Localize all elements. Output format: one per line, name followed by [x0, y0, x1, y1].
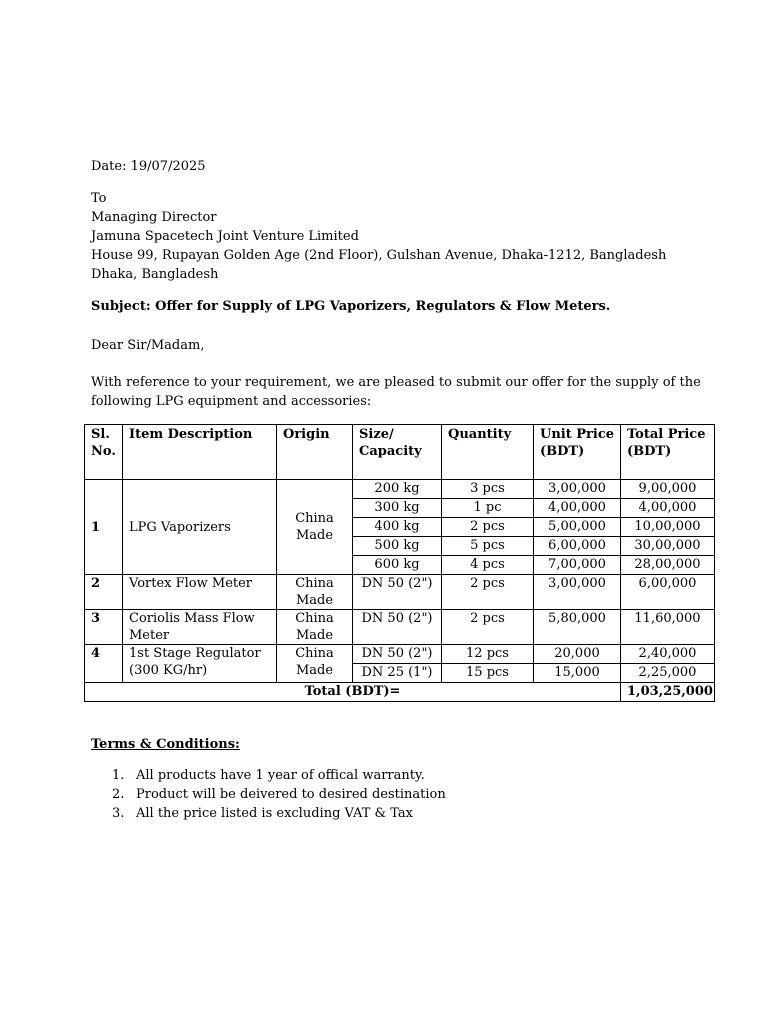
- cell-total-price: 2,40,000: [621, 645, 715, 664]
- terms-list: [91, 766, 446, 823]
- table-total-row: [85, 683, 715, 702]
- cell-item: Vortex Flow Meter: [123, 575, 277, 610]
- cell-size: DN 50 (2"): [353, 575, 442, 610]
- list-item-text: All products have 1 year of offical warranty.: [136, 768, 425, 783]
- list-item: [112, 785, 446, 804]
- cell-sl: 4: [85, 645, 123, 683]
- list-item: [112, 804, 446, 823]
- table-header-row: [85, 425, 715, 480]
- cell-unit-price: 7,00,000: [534, 556, 621, 575]
- table-row: [85, 610, 715, 645]
- subject-line: Subject: Offer for Supply of LPG Vaporizers, Regulators & Flow Meters.: [91, 299, 611, 314]
- cell-total-price: 6,00,000: [621, 575, 715, 610]
- cell-sl: 3: [85, 610, 123, 645]
- intro-line-2: following LPG equipment and accessories:: [91, 394, 372, 409]
- cell-quantity: 2 pcs: [442, 518, 534, 537]
- list-item-number: 1.: [112, 768, 125, 783]
- cell-total-price: 28,00,000: [621, 556, 715, 575]
- cell-size: DN 50 (2"): [353, 645, 442, 664]
- cell-item: 1st Stage Regulator (300 KG/hr): [123, 645, 277, 683]
- cell-quantity: 5 pcs: [442, 537, 534, 556]
- cell-size: 200 kg: [353, 480, 442, 499]
- cell-quantity: 1 pc: [442, 499, 534, 518]
- cell-size: 300 kg: [353, 499, 442, 518]
- header-origin: Origin: [277, 425, 353, 480]
- recipient-city: Dhaka, Bangladesh: [91, 267, 219, 282]
- cell-size: 600 kg: [353, 556, 442, 575]
- cell-origin: China Made: [277, 575, 353, 610]
- cell-unit-price: 5,00,000: [534, 518, 621, 537]
- salutation: Dear Sir/Madam,: [91, 338, 205, 353]
- list-item: [112, 766, 446, 785]
- recipient-title: Managing Director: [91, 210, 217, 225]
- cell-origin: China Made: [277, 480, 353, 575]
- list-item-text: All the price listed is excluding VAT & Tax: [136, 806, 413, 821]
- cell-unit-price: 15,000: [534, 664, 621, 683]
- cell-unit-price: 4,00,000: [534, 499, 621, 518]
- cell-quantity: 15 pcs: [442, 664, 534, 683]
- header-size: Size/ Capacity: [353, 425, 442, 480]
- table-row: [85, 480, 715, 499]
- price-table: [84, 424, 715, 702]
- cell-size: 400 kg: [353, 518, 442, 537]
- cell-unit-price: 5,80,000: [534, 610, 621, 645]
- cell-unit-price: 20,000: [534, 645, 621, 664]
- cell-unit-price: 3,00,000: [534, 575, 621, 610]
- cell-total-price: 4,00,000: [621, 499, 715, 518]
- total-value: 1,03,25,000: [621, 683, 715, 702]
- intro-line-1: With reference to your requirement, we are pleased to submit our offer for the supply of the: [91, 375, 701, 390]
- cell-origin: China Made: [277, 610, 353, 645]
- recipient-address: House 99, Rupayan Golden Age (2nd Floor), Gulshan Avenue, Dhaka-1212, Bangladesh: [91, 248, 667, 263]
- header-item: Item Description: [123, 425, 277, 480]
- cell-quantity: 3 pcs: [442, 480, 534, 499]
- cell-total-price: 2,25,000: [621, 664, 715, 683]
- cell-quantity: 2 pcs: [442, 610, 534, 645]
- terms-heading: Terms & Conditions:: [91, 737, 240, 752]
- total-label: Total (BDT)=: [85, 683, 621, 702]
- table-row: [85, 575, 715, 610]
- cell-size: 500 kg: [353, 537, 442, 556]
- cell-quantity: 12 pcs: [442, 645, 534, 664]
- cell-quantity: 4 pcs: [442, 556, 534, 575]
- cell-unit-price: 6,00,000: [534, 537, 621, 556]
- list-item-text: Product will be deivered to desired destination: [136, 787, 446, 802]
- cell-quantity: 2 pcs: [442, 575, 534, 610]
- recipient-company: Jamuna Spacetech Joint Venture Limited: [91, 229, 359, 244]
- header-unit-price: Unit Price (BDT): [534, 425, 621, 480]
- cell-item: Coriolis Mass Flow Meter: [123, 610, 277, 645]
- cell-total-price: 11,60,000: [621, 610, 715, 645]
- list-item-number: 2.: [112, 787, 125, 802]
- date: Date: 19/07/2025: [91, 159, 206, 174]
- cell-size: DN 50 (2"): [353, 610, 442, 645]
- cell-origin: China Made: [277, 645, 353, 683]
- list-item-number: 3.: [112, 806, 125, 821]
- header-sl: Sl. No.: [85, 425, 123, 480]
- cell-total-price: 10,00,000: [621, 518, 715, 537]
- header-total-price: Total Price (BDT): [621, 425, 715, 480]
- cell-sl: 1: [85, 480, 123, 575]
- recipient-to: To: [91, 191, 107, 206]
- cell-item: LPG Vaporizers: [123, 480, 277, 575]
- cell-total-price: 30,00,000: [621, 537, 715, 556]
- cell-unit-price: 3,00,000: [534, 480, 621, 499]
- cell-total-price: 9,00,000: [621, 480, 715, 499]
- table-row: [85, 645, 715, 664]
- cell-size: DN 25 (1"): [353, 664, 442, 683]
- header-quantity: Quantity: [442, 425, 534, 480]
- cell-sl: 2: [85, 575, 123, 610]
